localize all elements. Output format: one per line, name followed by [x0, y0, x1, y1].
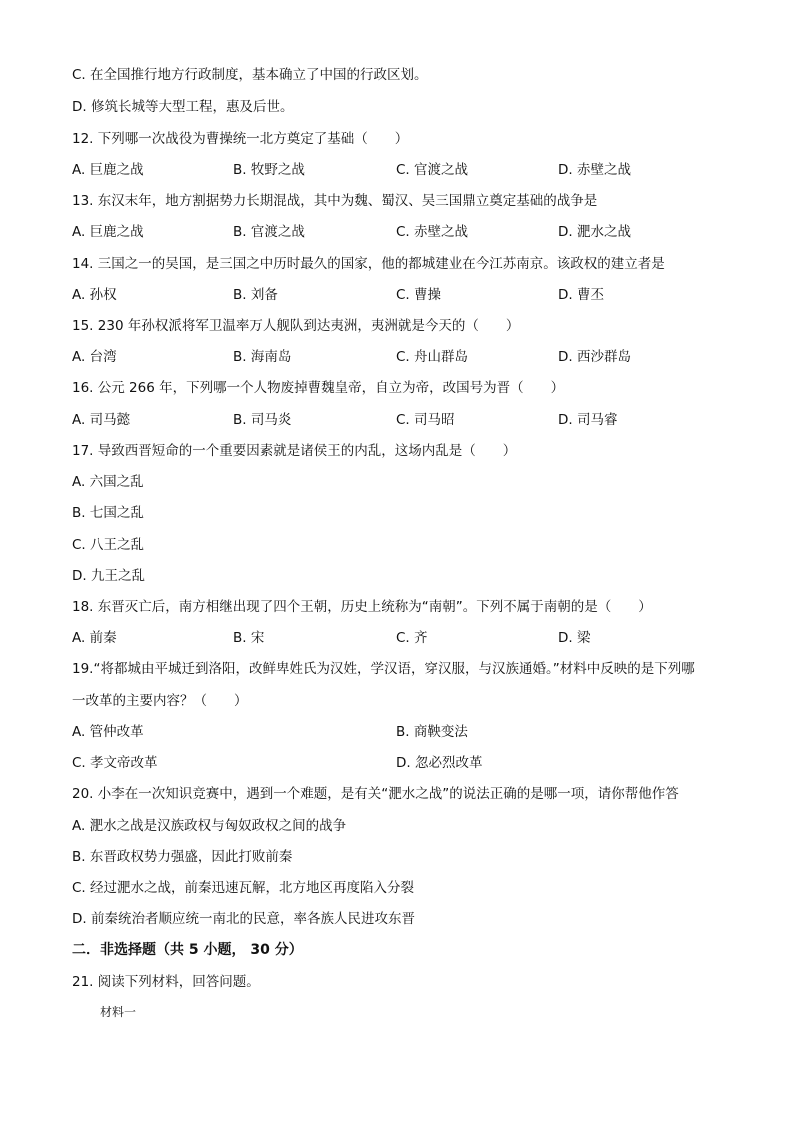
- option-d-prev: D. 修筑长城等大型工程，惠及后世。: [72, 99, 294, 115]
- q14-option-a: A. 孙权: [72, 287, 117, 303]
- option-c-prev: C. 在全国推行地方行政制度，基本确立了中国的行政区划。: [72, 67, 428, 83]
- question-19-line1: 19.“将都城由平城迁到洛阳，改鲜卑姓氏为汉姓，学汉语，穿汉服，与汉族通婚。”材料中反映的是下列哪: [72, 661, 695, 677]
- q15-option-c: C. 舟山群岛: [396, 349, 469, 365]
- q15-option-d: D. 西沙群岛: [558, 349, 631, 365]
- q14-option-b: B. 刘备: [233, 287, 278, 303]
- q18-option-d: D. 梁: [558, 630, 591, 646]
- q17-option-a: A. 六国之乱: [72, 474, 144, 490]
- q16-option-a: A. 司马懿: [72, 412, 131, 428]
- question-19-line2: 一改革的主要内容？（ ）: [72, 693, 248, 709]
- question-16: 16. 公元 266 年，下列哪一个人物废掉曹魏皇帝，自立为帝，改国号为晋（ ）: [72, 380, 565, 396]
- q16-option-b: B. 司马炎: [233, 412, 292, 428]
- q19-option-c: C. 孝文帝改革: [72, 755, 158, 771]
- q19-option-b: B. 商鞅变法: [396, 724, 468, 740]
- q19-option-a: A. 管仲改革: [72, 724, 144, 740]
- q20-option-b: B. 东晋政权势力强盛，因此打败前秦: [72, 849, 293, 865]
- section-heading: 二．非选择题（共 5 小题， 30 分）: [72, 942, 303, 958]
- material-label: 材料一: [100, 1005, 137, 1019]
- q19-option-d: D. 忽必烈改革: [396, 755, 483, 771]
- q12-option-d: D. 赤壁之战: [558, 162, 631, 178]
- q13-option-d: D. 淝水之战: [558, 224, 631, 240]
- q16-option-c: C. 司马昭: [396, 412, 455, 428]
- q15-option-b: B. 海南岛: [233, 349, 292, 365]
- question-20: 20. 小李在一次知识竞赛中，遇到一个难题，是有关“淝水之战”的说法正确的是哪一项，请你帮他作答: [72, 786, 679, 802]
- q13-option-b: B. 官渡之战: [233, 224, 305, 240]
- q18-option-a: A. 前秦: [72, 630, 117, 646]
- q14-option-d: D. 曹丕: [558, 287, 604, 303]
- q18-option-b: B. 宋: [233, 630, 265, 646]
- q20-option-a: A. 淝水之战是汉族政权与匈奴政权之间的战争: [72, 818, 347, 834]
- q12-option-a: A. 巨鹿之战: [72, 162, 144, 178]
- question-15: 15. 230 年孙权派将军卫温率万人舰队到达夷洲，夷洲就是今天的（ ）: [72, 318, 520, 334]
- q15-option-a: A. 台湾: [72, 349, 117, 365]
- q17-option-b: B. 七国之乱: [72, 505, 144, 521]
- q14-option-c: C. 曹操: [396, 287, 442, 303]
- q12-option-c: C. 官渡之战: [396, 162, 469, 178]
- question-12: 12. 下列哪一次战役为曹操统一北方奠定了基础（ ）: [72, 131, 409, 147]
- q20-option-c: C. 经过淝水之战，前秦迅速瓦解，北方地区再度陷入分裂: [72, 880, 415, 896]
- q12-option-b: B. 牧野之战: [233, 162, 305, 178]
- q17-option-d: D. 九王之乱: [72, 568, 145, 584]
- question-17: 17. 导致西晋短命的一个重要因素就是诸侯王的内乱，这场内乱是（ ）: [72, 443, 517, 459]
- question-18: 18. 东晋灭亡后，南方相继出现了四个王朝，历史上统称为“南朝”。下列不属于南朝的是（ ）: [72, 599, 652, 615]
- question-13: 13. 东汉末年，地方割据势力长期混战，其中为魏、蜀汉、吴三国鼎立奠定基础的战争是: [72, 193, 598, 209]
- q18-option-c: C. 齐: [396, 630, 428, 646]
- question-21: 21. 阅读下列材料，回答问题。: [72, 974, 260, 990]
- q17-option-c: C. 八王之乱: [72, 537, 145, 553]
- q13-option-c: C. 赤壁之战: [396, 224, 469, 240]
- question-14: 14. 三国之一的吴国，是三国之中历时最久的国家，他的都城建业在今江苏南京。该政权的建立者是: [72, 256, 665, 272]
- q13-option-a: A. 巨鹿之战: [72, 224, 144, 240]
- q20-option-d: D. 前秦统治者顺应统一南北的民意，率各族人民进攻东晋: [72, 911, 415, 927]
- q16-option-d: D. 司马睿: [558, 412, 618, 428]
